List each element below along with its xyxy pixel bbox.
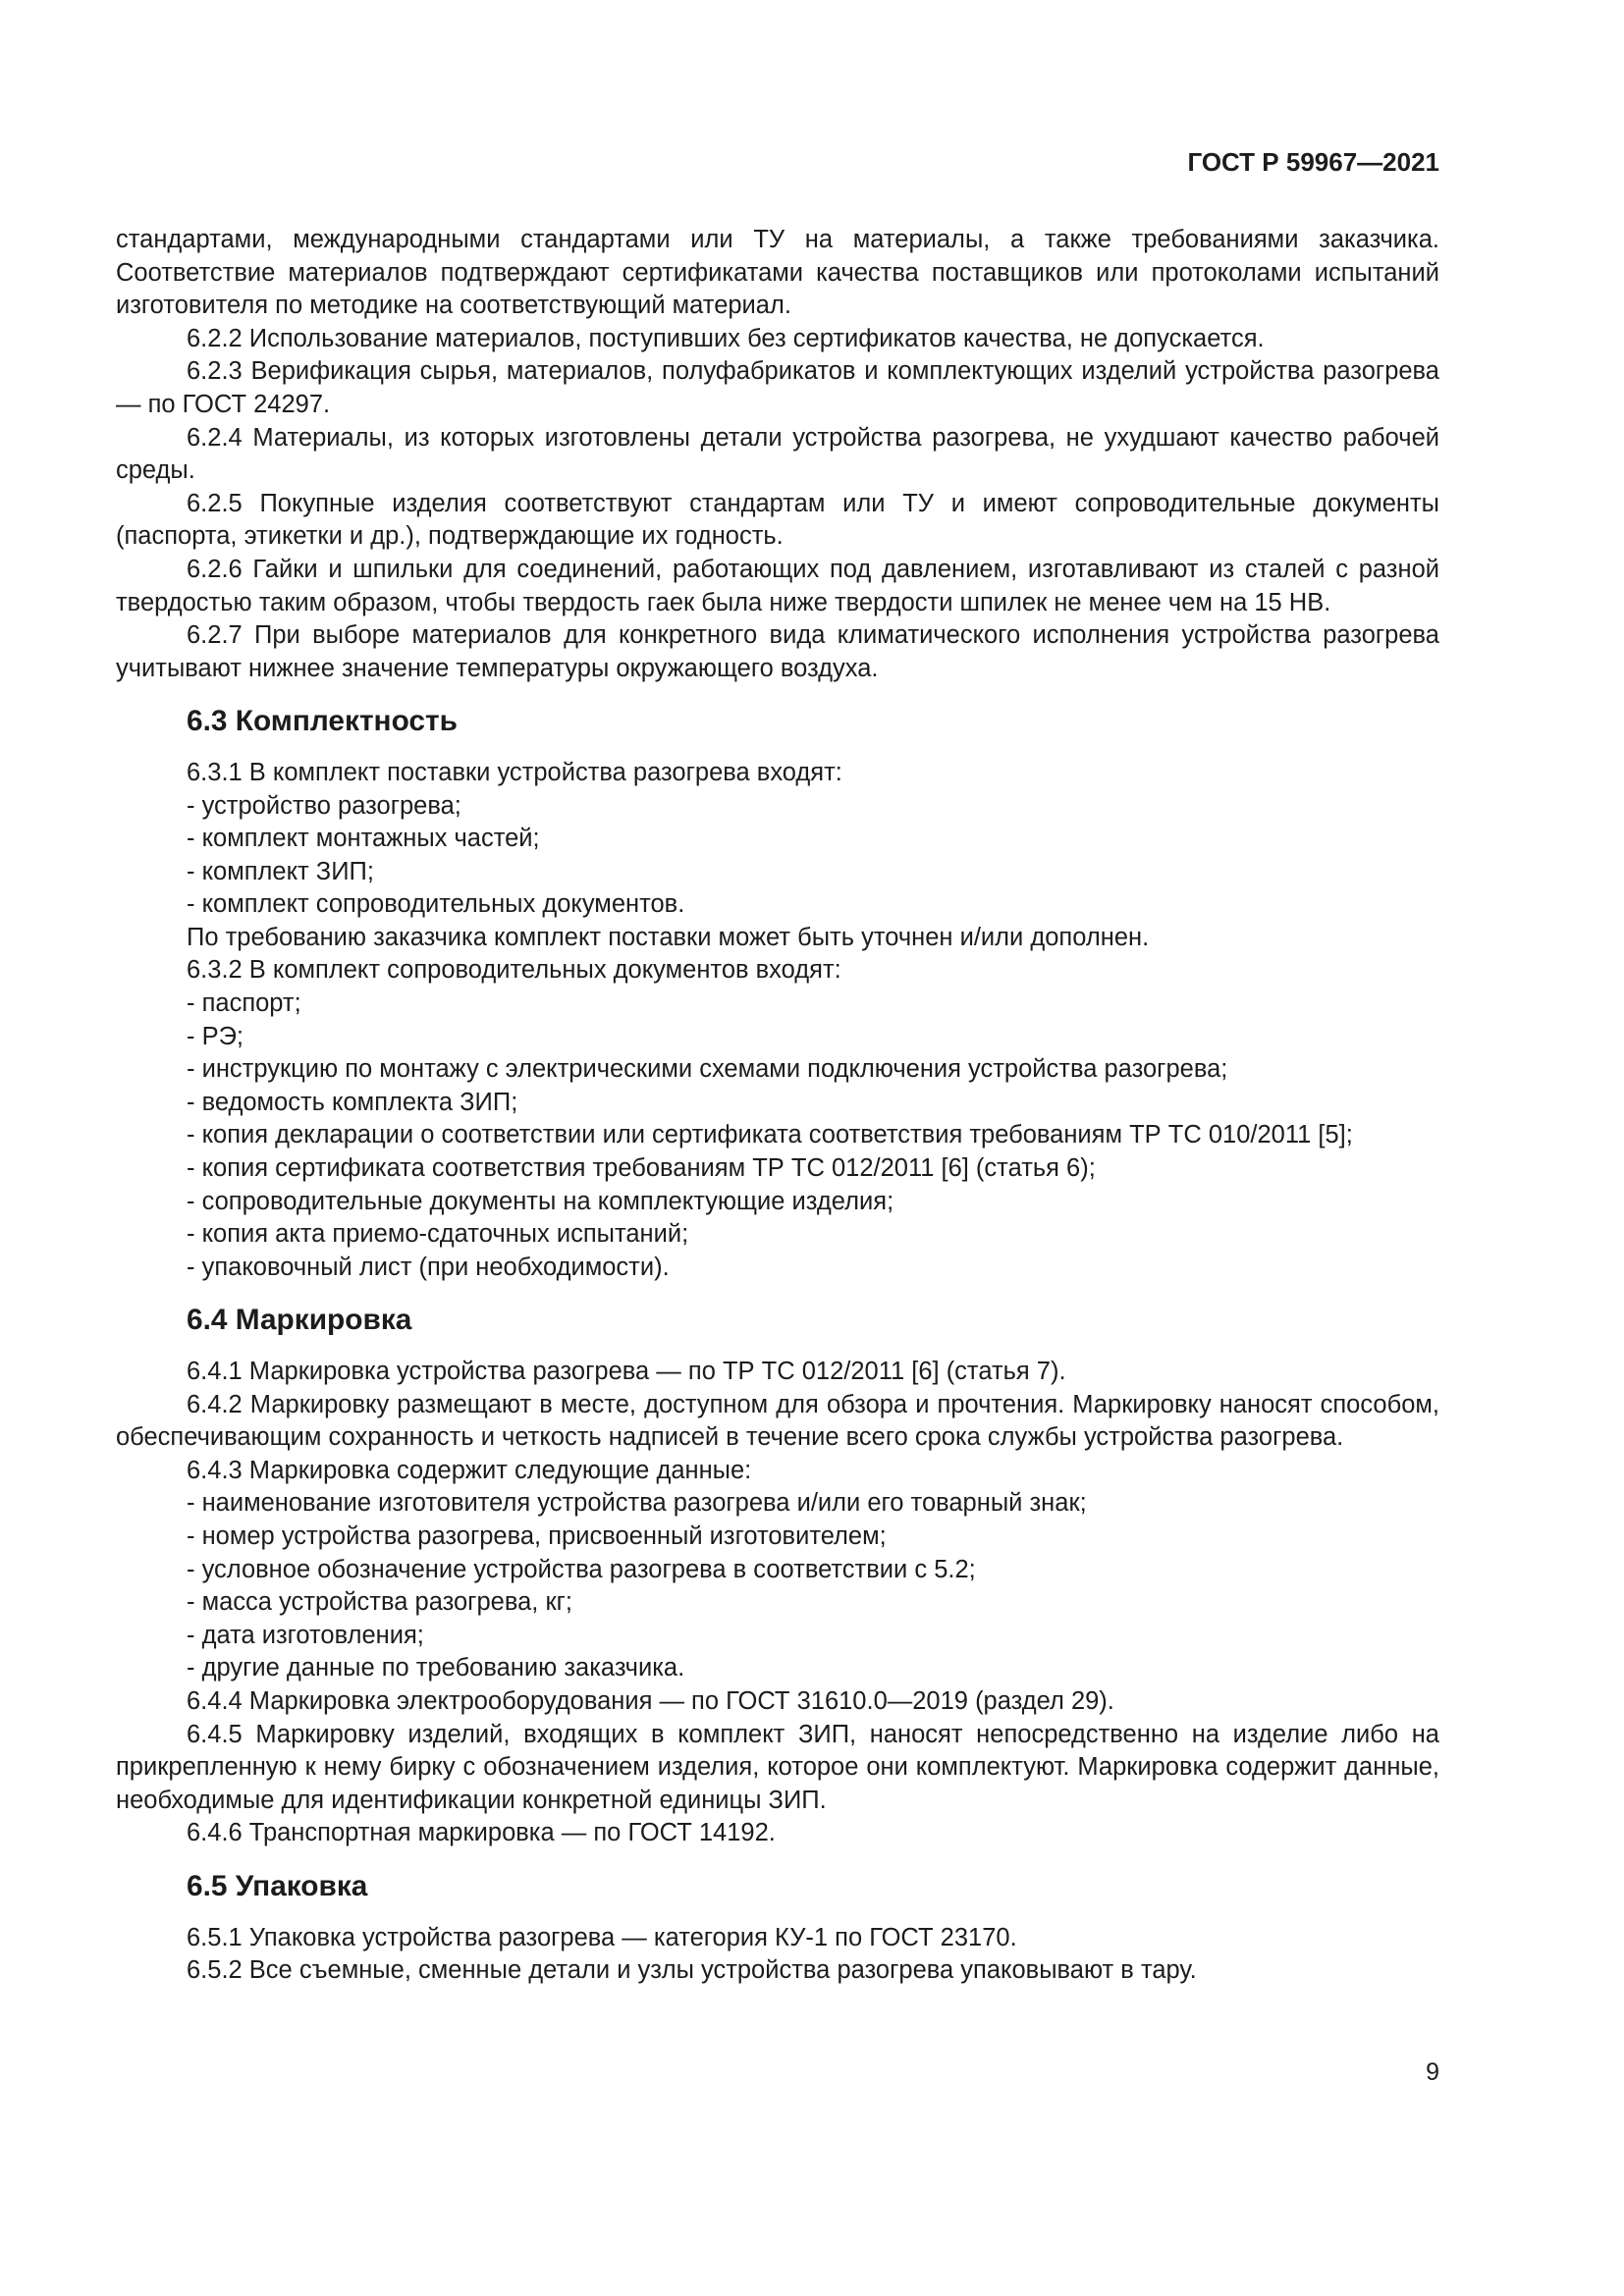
clause-6-5-1: 6.5.1 Упаковка устройства разогрева — категория КУ-1 по ГОСТ 23170. — [187, 1923, 1017, 1951]
section-heading-6-3: 6.3 Комплектность — [187, 705, 458, 738]
clause-6-4-6: 6.4.6 Транспортная маркировка — по ГОСТ 14192. — [187, 1819, 776, 1847]
clause-6-3-1-note: По требованию заказчика комплект поставки может быть уточнен и/или дополнен. — [187, 923, 1150, 951]
list-item: - копия акта приемо-сдаточных испытаний; — [187, 1220, 689, 1249]
list-item: - упаковочный лист (при необходимости). — [187, 1253, 670, 1281]
clause-6-2-3: 6.2.3 Верификация сырья, материалов, полуфабрикатов и комплектующих изделий устройства разогрева — по ГОСТ 24297. — [116, 357, 1439, 418]
list-item: - ведомость комплекта ЗИП; — [187, 1088, 518, 1116]
clause-6-3-1: 6.3.1 В комплект поставки устройства разогрева входят: — [187, 758, 842, 786]
continuation-paragraph: стандартами, международными стандартами или ТУ на материалы, а также требованиями заказчика. Соответствие материалов подтверждают сертификатами качества поставщиков или протоколами испытаний изготовителя по методике на соответствующий материал. — [116, 226, 1439, 320]
document-code-header: ГОСТ Р 59967—2021 — [1187, 147, 1439, 177]
list-item: - паспорт; — [187, 989, 301, 1018]
clause-6-2-4: 6.2.4 Материалы, из которых изготовлены детали устройства разогрева, не ухудшают качество рабочей среды. — [116, 423, 1439, 485]
clause-6-2-6: 6.2.6 Гайки и шпильки для соединений, работающих под давлением, изготавливают из сталей с разной твердостью таким образом, чтобы твердость гаек была ниже твердости шпилек не менее чем на 15 НВ. — [116, 555, 1439, 616]
list-item: - наименование изготовителя устройства разогрева и/или его товарный знак; — [187, 1489, 1087, 1518]
page-number: 9 — [1426, 2058, 1439, 2086]
list-item: - масса устройства разогрева, кг; — [187, 1588, 572, 1617]
clause-6-3-2: 6.3.2 В комплект сопроводительных документов входят: — [187, 956, 841, 985]
list-item: - комплект монтажных частей; — [187, 825, 540, 853]
list-item: - другие данные по требованию заказчика. — [187, 1654, 685, 1682]
list-item: - комплект ЗИП; — [187, 857, 374, 885]
list-item: - дата изготовления; — [187, 1621, 424, 1649]
list-item: - копия декларации о соответствии или сертификата соответствия требованиям ТР ТС 010/2011 [5]; — [187, 1121, 1353, 1149]
clause-6-4-2: 6.4.2 Маркировку размещают в месте, доступном для обзора и прочтения. Маркировку наносят способом, обеспечивающим сохранность и четкость надписей в течение всего срока службы устройства разогрева. — [116, 1390, 1439, 1452]
list-item: - условное обозначение устройства разогрева в соответствии с 5.2; — [187, 1555, 976, 1583]
list-item: - сопроводительные документы на комплектующие изделия; — [187, 1187, 894, 1215]
clause-6-2-2: 6.2.2 Использование материалов, поступивших без сертификатов качества, не допускается. — [187, 324, 1265, 352]
clause-6-4-4: 6.4.4 Маркировка электрооборудования — по ГОСТ 31610.0—2019 (раздел 29). — [187, 1686, 1114, 1715]
clause-6-2-7: 6.2.7 При выборе материалов для конкретного вида климатического исполнения устройства разогрева учитывают нижнее значение температуры окружающего воздуха. — [116, 621, 1439, 682]
list-item: - комплект сопроводительных документов. — [187, 890, 685, 919]
list-item: - РЭ; — [187, 1022, 244, 1050]
clause-6-4-5: 6.4.5 Маркировку изделий, входящих в комплект ЗИП, наносят непосредственно на изделие либо на прикрепленную к нему бирку с обозначением изделия, которое они комплектуют. Маркировка содержит данные, необходимые для идентификации конкретной единицы ЗИП. — [116, 1720, 1439, 1814]
clause-6-4-3: 6.4.3 Маркировка содержит следующие данные: — [187, 1456, 752, 1484]
list-item: - инструкцию по монтажу с электрическими схемами подключения устройства разогрева; — [187, 1055, 1228, 1084]
list-item: - устройство разогрева; — [187, 791, 461, 820]
clause-6-2-5: 6.2.5 Покупные изделия соответствуют стандартам или ТУ и имеют сопроводительные документы (паспорта, этикетки и др.), подтверждающие их годность. — [116, 489, 1439, 551]
list-item: - номер устройства разогрева, присвоенный изготовителем; — [187, 1522, 887, 1550]
clause-6-5-2: 6.5.2 Все съемные, сменные детали и узлы устройства разогрева упаковывают в тару. — [187, 1956, 1197, 1985]
clause-6-4-1: 6.4.1 Маркировка устройства разогрева — по ТР ТС 012/2011 [6] (статья 7). — [187, 1358, 1066, 1385]
list-item: - копия сертификата соответствия требованиям ТР ТС 012/2011 [6] (статья 6); — [187, 1154, 1096, 1183]
section-heading-6-4: 6.4 Маркировка — [187, 1304, 412, 1337]
page-content — [116, 224, 1439, 1988]
section-heading-6-5: 6.5 Упаковка — [187, 1869, 368, 1902]
